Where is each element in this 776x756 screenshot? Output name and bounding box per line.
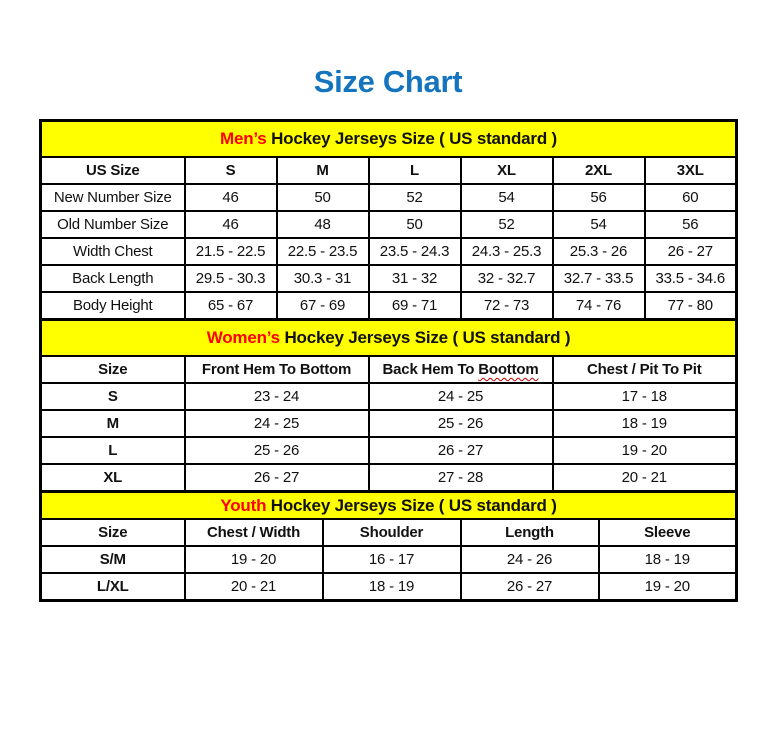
row-label: M [41,410,185,437]
size-cell: 30.3 - 31 [277,265,369,292]
row-label: S/M [41,546,185,573]
size-cell: 19 - 20 [553,437,737,464]
size-cell: 24.3 - 25.3 [461,238,553,265]
column-header: Size [41,519,185,546]
size-cell: 60 [645,184,737,211]
size-cell: 50 [369,211,461,238]
table-row [41,437,737,464]
size-cell: 25 - 26 [185,437,369,464]
column-header: XL [461,157,553,184]
misspelled-word: Boottom [478,361,539,378]
size-cell: 18 - 19 [553,410,737,437]
section-text-womens: Hockey Jerseys Size ( US standard ) [279,328,571,347]
table-row [41,121,737,158]
column-header: S [185,157,277,184]
size-cell: 50 [277,184,369,211]
section-text-mens: Hockey Jerseys Size ( US standard ) [266,129,557,148]
size-cell: 24 - 26 [461,546,599,573]
size-cell: 65 - 67 [185,292,277,320]
table-row [41,184,737,211]
column-header: Front Hem To Bottom [185,356,369,383]
size-cell: 18 - 19 [323,573,461,601]
row-label: Width Chest [41,238,185,265]
size-chart [39,119,735,602]
column-header: Chest / Pit To Pit [553,356,737,383]
table-row [41,238,737,265]
table-row [41,464,737,492]
size-cell: 56 [553,184,645,211]
size-cell: 31 - 32 [369,265,461,292]
size-cell: 48 [277,211,369,238]
column-header: M [277,157,369,184]
row-label: L [41,437,185,464]
size-cell: 46 [185,211,277,238]
size-cell: 23 - 24 [185,383,369,410]
size-cell: 17 - 18 [553,383,737,410]
size-cell: 26 - 27 [369,437,553,464]
size-cell: 18 - 19 [599,546,737,573]
column-header: Sleeve [599,519,737,546]
column-header: Shoulder [323,519,461,546]
table-row [41,573,737,601]
size-cell: 26 - 27 [461,573,599,601]
section-accent-mens: Men’s [220,129,267,148]
size-cell: 25.3 - 26 [553,238,645,265]
size-cell: 77 - 80 [645,292,737,320]
table-row [41,519,737,546]
size-cell: 24 - 25 [369,383,553,410]
size-cell: 26 - 27 [185,464,369,492]
size-cell: 33.5 - 34.6 [645,265,737,292]
table-row [41,157,737,184]
column-header-prefix: Back Hem To [382,361,479,378]
table-row [41,383,737,410]
row-label: Back Length [41,265,185,292]
row-label: Old Number Size [41,211,185,238]
table-row [41,292,737,320]
size-cell: 23.5 - 24.3 [369,238,461,265]
section-accent-youth: Youth [220,495,267,515]
size-cell: 69 - 71 [369,292,461,320]
section-header-womens [41,320,737,357]
size-cell: 25 - 26 [369,410,553,437]
size-cell: 74 - 76 [553,292,645,320]
table-row [41,410,737,437]
size-cell: 24 - 25 [185,410,369,437]
column-header: Chest / Width [185,519,323,546]
column-header: L [369,157,461,184]
column-header: 3XL [645,157,737,184]
size-cell: 56 [645,211,737,238]
column-header [369,356,553,383]
table-row [41,211,737,238]
size-cell: 32 - 32.7 [461,265,553,292]
row-label: S [41,383,185,410]
youth-size-table [39,490,738,602]
size-cell: 21.5 - 22.5 [185,238,277,265]
size-cell: 16 - 17 [323,546,461,573]
size-cell: 52 [461,211,553,238]
size-cell: 19 - 20 [599,573,737,601]
section-accent-womens: Women’s [206,328,280,347]
section-header-mens [41,121,737,158]
column-header: 2XL [553,157,645,184]
row-label: XL [41,464,185,492]
size-cell: 52 [369,184,461,211]
size-cell: 32.7 - 33.5 [553,265,645,292]
mens-size-table [39,119,738,321]
table-row [41,356,737,383]
section-header-youth [41,492,737,520]
size-cell: 27 - 28 [369,464,553,492]
size-cell: 20 - 21 [185,573,323,601]
size-cell: 54 [461,184,553,211]
table-row [41,492,737,520]
column-header: Size [41,356,185,383]
size-cell: 26 - 27 [645,238,737,265]
column-header: Length [461,519,599,546]
table-row [41,546,737,573]
column-header: US Size [41,157,185,184]
table-row [41,320,737,357]
row-label: Body Height [41,292,185,320]
table-row [41,265,737,292]
size-cell: 72 - 73 [461,292,553,320]
size-cell: 22.5 - 23.5 [277,238,369,265]
page-title: Size Chart [313,64,463,99]
section-text-youth: Hockey Jerseys Size ( US standard ) [266,495,557,515]
size-cell: 29.5 - 30.3 [185,265,277,292]
size-cell: 20 - 21 [553,464,737,492]
womens-size-table [39,318,738,493]
size-cell: 46 [185,184,277,211]
size-cell: 19 - 20 [185,546,323,573]
size-cell: 67 - 69 [277,292,369,320]
size-cell: 54 [553,211,645,238]
row-label: New Number Size [41,184,185,211]
row-label: L/XL [41,573,185,601]
